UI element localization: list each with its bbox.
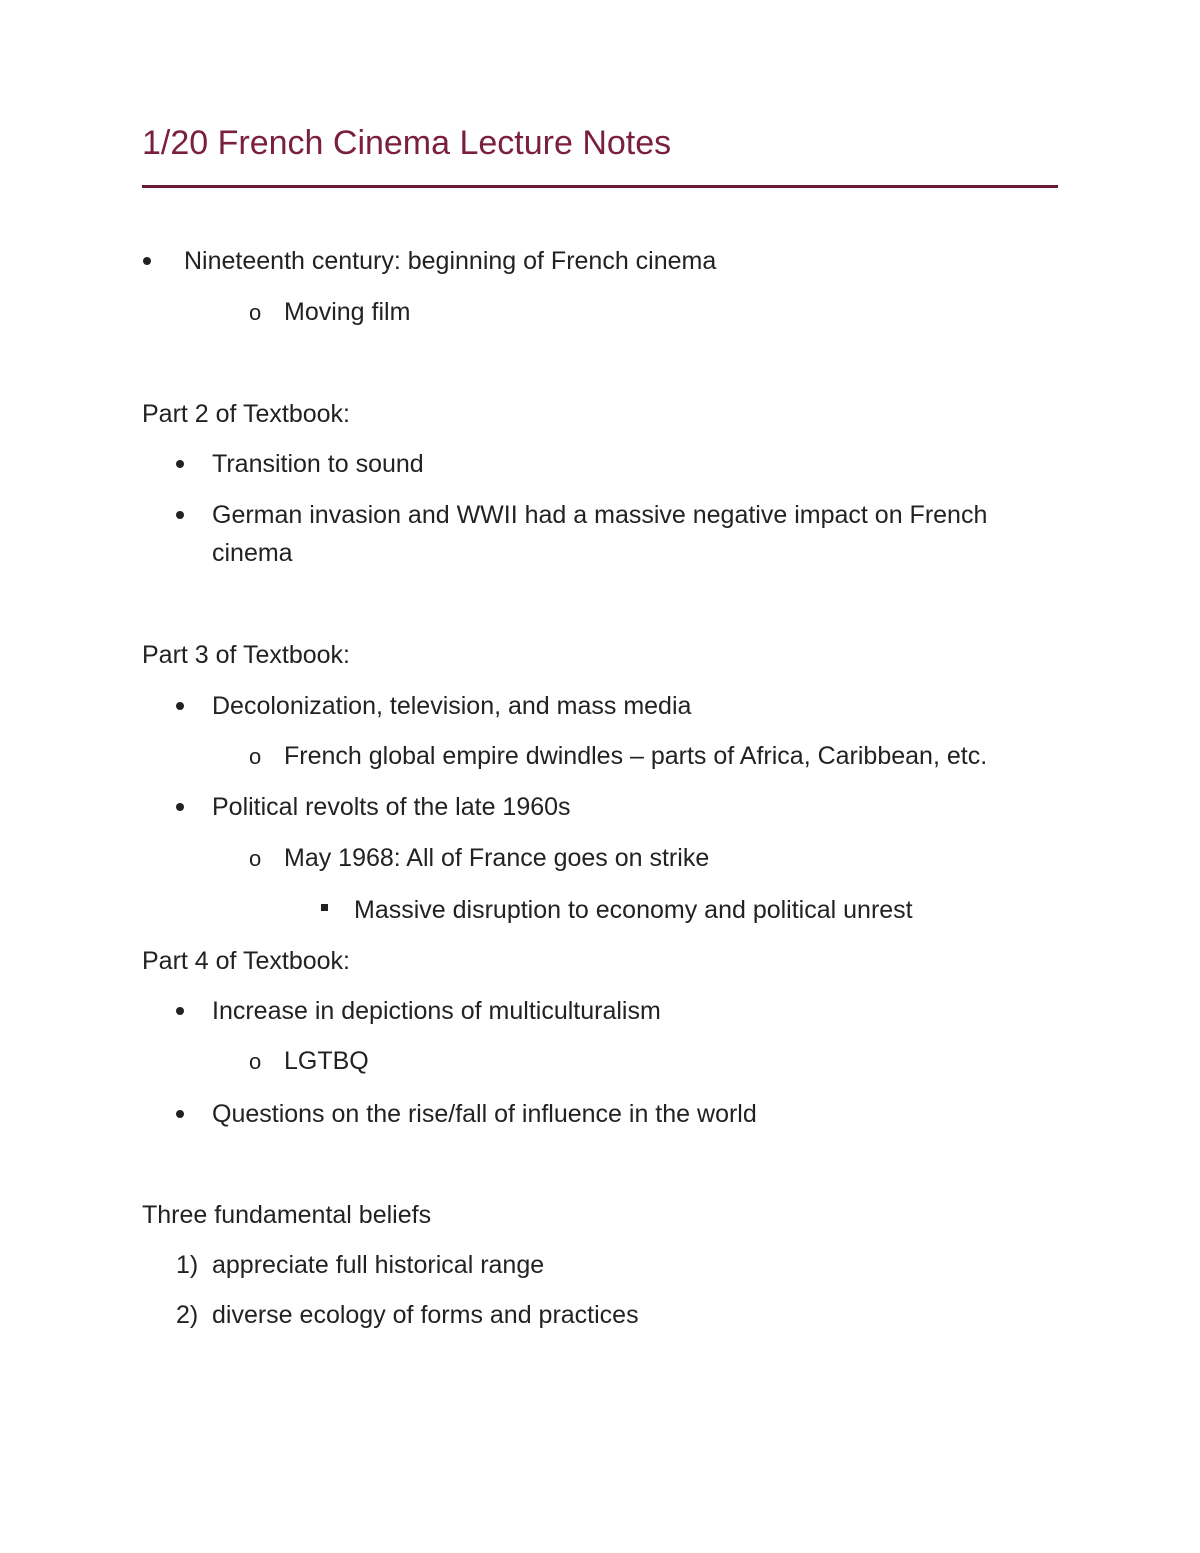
list-item: French global empire dwindles – parts of Africa, Caribbean, etc. bbox=[284, 742, 988, 770]
bullet-icon bbox=[176, 1007, 184, 1015]
section-heading: Part 4 of Textbook: bbox=[142, 947, 350, 975]
circle-bullet-icon: o bbox=[249, 846, 262, 871]
list-item: Decolonization, television, and mass media bbox=[212, 692, 692, 720]
title-underline bbox=[142, 185, 1058, 188]
section-heading: Part 2 of Textbook: bbox=[142, 400, 350, 428]
section-heading: Part 3 of Textbook: bbox=[142, 641, 350, 669]
list-item: Transition to sound bbox=[212, 450, 424, 478]
list-item: diverse ecology of forms and practices bbox=[212, 1301, 639, 1329]
circle-bullet-icon: o bbox=[249, 744, 262, 769]
list-item: May 1968: All of France goes on strike bbox=[284, 844, 710, 872]
circle-bullet-icon: o bbox=[249, 300, 262, 325]
bullet-icon bbox=[176, 1110, 184, 1118]
list-item: Increase in depictions of multiculturalism bbox=[212, 997, 661, 1025]
list-item: Massive disruption to economy and political unrest bbox=[354, 896, 913, 924]
bullet-icon bbox=[176, 511, 184, 519]
list-item: German invasion and WWII had a massive negative impact on French bbox=[212, 501, 988, 529]
bullet-icon bbox=[176, 803, 184, 811]
list-item: Questions on the rise/fall of influence in the world bbox=[212, 1100, 757, 1128]
bullet-icon bbox=[176, 460, 184, 468]
list-item-continuation: cinema bbox=[212, 539, 293, 567]
list-item: appreciate full historical range bbox=[212, 1251, 545, 1279]
section-heading: Three fundamental beliefs bbox=[142, 1201, 432, 1229]
list-item: Political revolts of the late 1960s bbox=[212, 793, 571, 821]
bullet-icon bbox=[143, 257, 151, 265]
list-item: LGTBQ bbox=[284, 1047, 369, 1075]
list-item: Nineteenth century: beginning of French cinema bbox=[184, 247, 717, 275]
square-bullet-icon bbox=[321, 904, 328, 911]
list-number: 2) bbox=[176, 1301, 199, 1329]
circle-bullet-icon: o bbox=[249, 1049, 262, 1074]
bullet-icon bbox=[176, 702, 184, 710]
list-number: 1) bbox=[176, 1251, 199, 1279]
page-title: 1/20 French Cinema Lecture Notes bbox=[142, 124, 672, 162]
list-item: Moving film bbox=[284, 298, 411, 326]
